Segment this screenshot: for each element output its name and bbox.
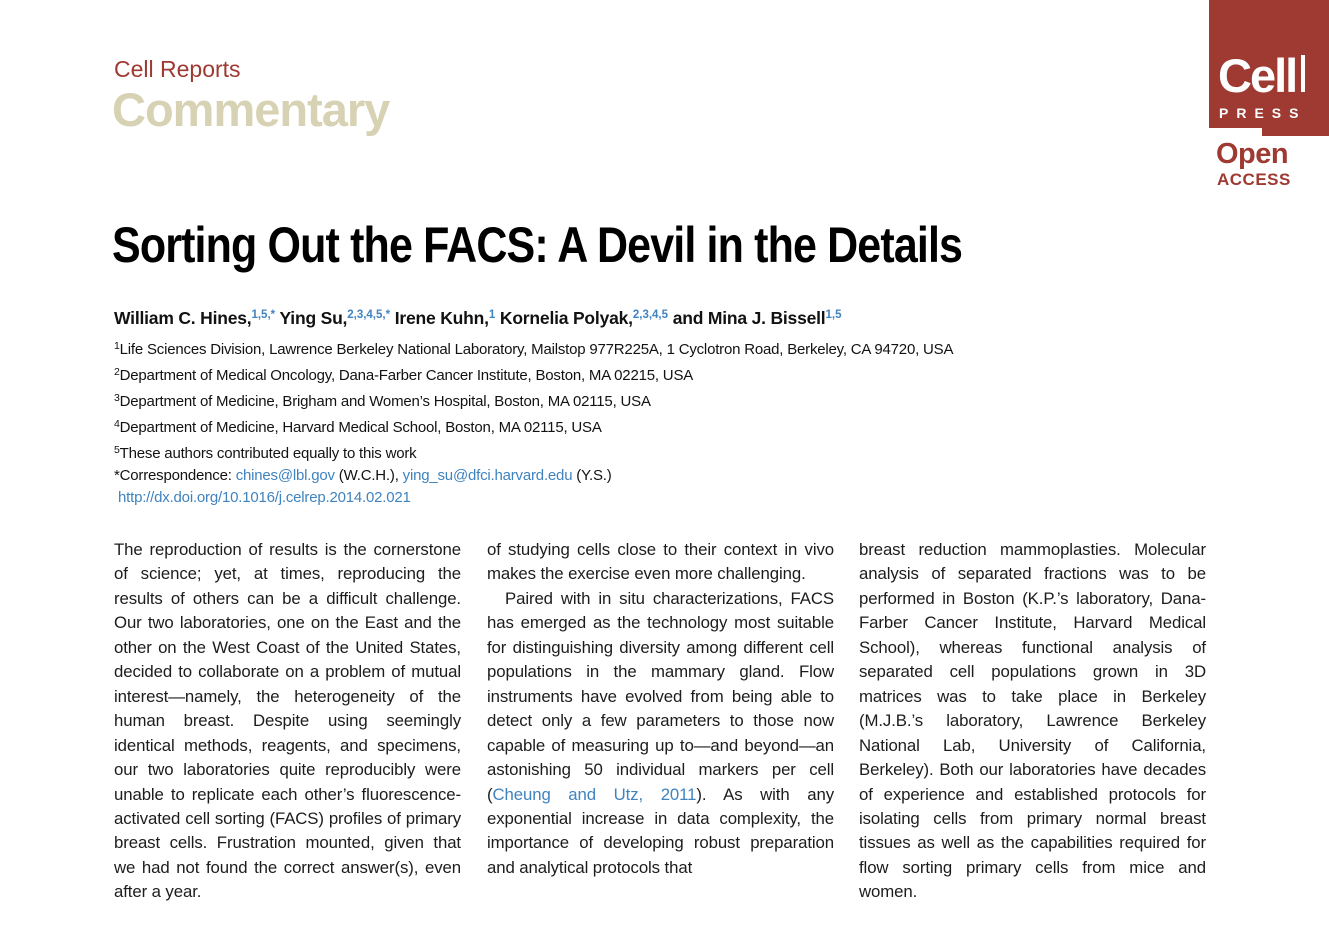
affiliation-line bbox=[114, 335, 953, 361]
correspondence-line bbox=[114, 465, 953, 487]
affiliation-sup: 3 bbox=[114, 392, 120, 404]
affiliation-sup: 2 bbox=[114, 366, 120, 378]
body-paragraph: breast reduction mammoplasties. Molecular analysis of separated fractions was to be performed in Boston (K.P.’s laboratory, Dana-Farber Cancer Institute, Harvard Medical School), whereas functional analysis of separated cell populations grown in 3D matrices was to take place in Berkeley (M.J.B.’s laboratory, Lawrence Berkeley National Lab, University of California, Berkeley). Both our laboratories have decades of experience and established protocols for isolating cells from primary normal breast tissues as well as the capabilities required for flow sorting primary cells from mice and women. bbox=[859, 540, 1206, 902]
open-access-access-label: ACCESS bbox=[1217, 170, 1291, 189]
affiliation-sup: 4 bbox=[114, 418, 120, 430]
author-affil-sup: 2,3,4,5,* bbox=[347, 309, 391, 321]
citation-link[interactable]: Cheung and Utz, 2011 bbox=[492, 784, 697, 804]
author-name: and Mina J. Bissell bbox=[668, 308, 826, 328]
author-name: Ying Su, bbox=[275, 308, 348, 328]
author-affil-sup: 1 bbox=[488, 309, 496, 321]
cell-press-label: PRESS bbox=[1219, 105, 1307, 121]
affiliations-block bbox=[114, 335, 953, 509]
author-affil-sup: 2,3,4,5 bbox=[632, 309, 669, 321]
author-byline bbox=[114, 308, 841, 329]
correspondence-label: *Correspondence: bbox=[114, 467, 236, 484]
author-affil-sup: 1,5 bbox=[825, 309, 842, 321]
cell-press-logo bbox=[1209, 0, 1329, 128]
affiliation-text: Life Sciences Division, Lawrence Berkeley National Laboratory, Mailstop 977R225A, 1 Cyclotron Road, Berkeley, CA 94720, USA bbox=[119, 341, 954, 358]
cell-press-logo-step bbox=[1262, 128, 1329, 136]
open-access-open-label: Open bbox=[1216, 138, 1289, 170]
body-column-1 bbox=[114, 538, 461, 905]
cell-logo-wordmark bbox=[1218, 49, 1305, 102]
article-title: Sorting Out the FACS: A Devil in the Details bbox=[112, 217, 963, 273]
correspondence-initials: (W.C.H.), bbox=[334, 467, 403, 484]
journal-name: Cell Reports bbox=[114, 56, 241, 82]
cell-logo-bar bbox=[1301, 55, 1305, 92]
affiliation-sup: 5 bbox=[114, 444, 120, 456]
cell-logo-text: Cell bbox=[1218, 49, 1297, 102]
doi-line bbox=[114, 487, 953, 509]
author-name: Kornelia Polyak, bbox=[495, 308, 633, 328]
affiliation-text: These authors contributed equally to this work bbox=[119, 445, 417, 462]
body-paragraph: The reproduction of results is the cornerstone of science; yet, at times, reproducing the results of others can be a difficult challenge. Our two laboratories, one on the East and the other on the West Coast of the United States, decided to collaborate on a problem of mutual interest—namely, the heterogeneity of the human breast. Despite using seemingly identical methods, reagents, and specimens, our two laboratories quite reproducibly were unable to replicate each other’s fluorescence-activated cell sorting (FACS) profiles of primary breast cells. Frustration mounted, given that we had not found the correct answer(s), even after a year. bbox=[114, 540, 461, 902]
body-paragraph: of studying cells close to their context in vivo makes the exercise even more challenging. bbox=[487, 540, 834, 584]
article-type-label: Commentary bbox=[112, 83, 390, 136]
doi-link[interactable]: http://dx.doi.org/10.1016/j.celrep.2014.02.021 bbox=[118, 489, 411, 506]
affiliation-sup: 1 bbox=[114, 340, 120, 352]
author-name: Irene Kuhn, bbox=[390, 308, 489, 328]
body-column-3 bbox=[859, 538, 1206, 905]
author-affil-sup: 1,5,* bbox=[251, 309, 276, 321]
correspondence-initials: (Y.S.) bbox=[572, 467, 612, 484]
author-name: William C. Hines, bbox=[114, 308, 252, 328]
affiliation-line bbox=[114, 387, 953, 413]
correspondence-email-link[interactable]: chines@lbl.gov bbox=[235, 467, 335, 484]
affiliation-text: Department of Medicine, Brigham and Women’s Hospital, Boston, MA 02115, USA bbox=[119, 393, 651, 410]
correspondence-email-link[interactable]: ying_su@dfci.harvard.edu bbox=[402, 467, 573, 484]
body-paragraph: Paired with in situ characterizations, FACS has emerged as the technology most suitable for distinguishing diversity among different cell populations in the mammary gland. Flow instruments have evolved from being able to detect only a few parameters to those now capable of measuring up to—and beyond—an astonishing 50 individual markers per cell (Cheung and Utz, 2011). As with any exponential increase in data complexity, the importance of developing robust preparation and analytical protocols that bbox=[487, 588, 834, 877]
affiliation-line bbox=[114, 361, 953, 387]
affiliation-line bbox=[114, 413, 953, 439]
affiliation-line bbox=[114, 439, 953, 465]
body-column-2 bbox=[487, 538, 834, 880]
affiliation-text: Department of Medicine, Harvard Medical School, Boston, MA 02115, USA bbox=[119, 419, 602, 436]
affiliation-text: Department of Medical Oncology, Dana-Farber Cancer Institute, Boston, MA 02215, USA bbox=[119, 367, 694, 384]
